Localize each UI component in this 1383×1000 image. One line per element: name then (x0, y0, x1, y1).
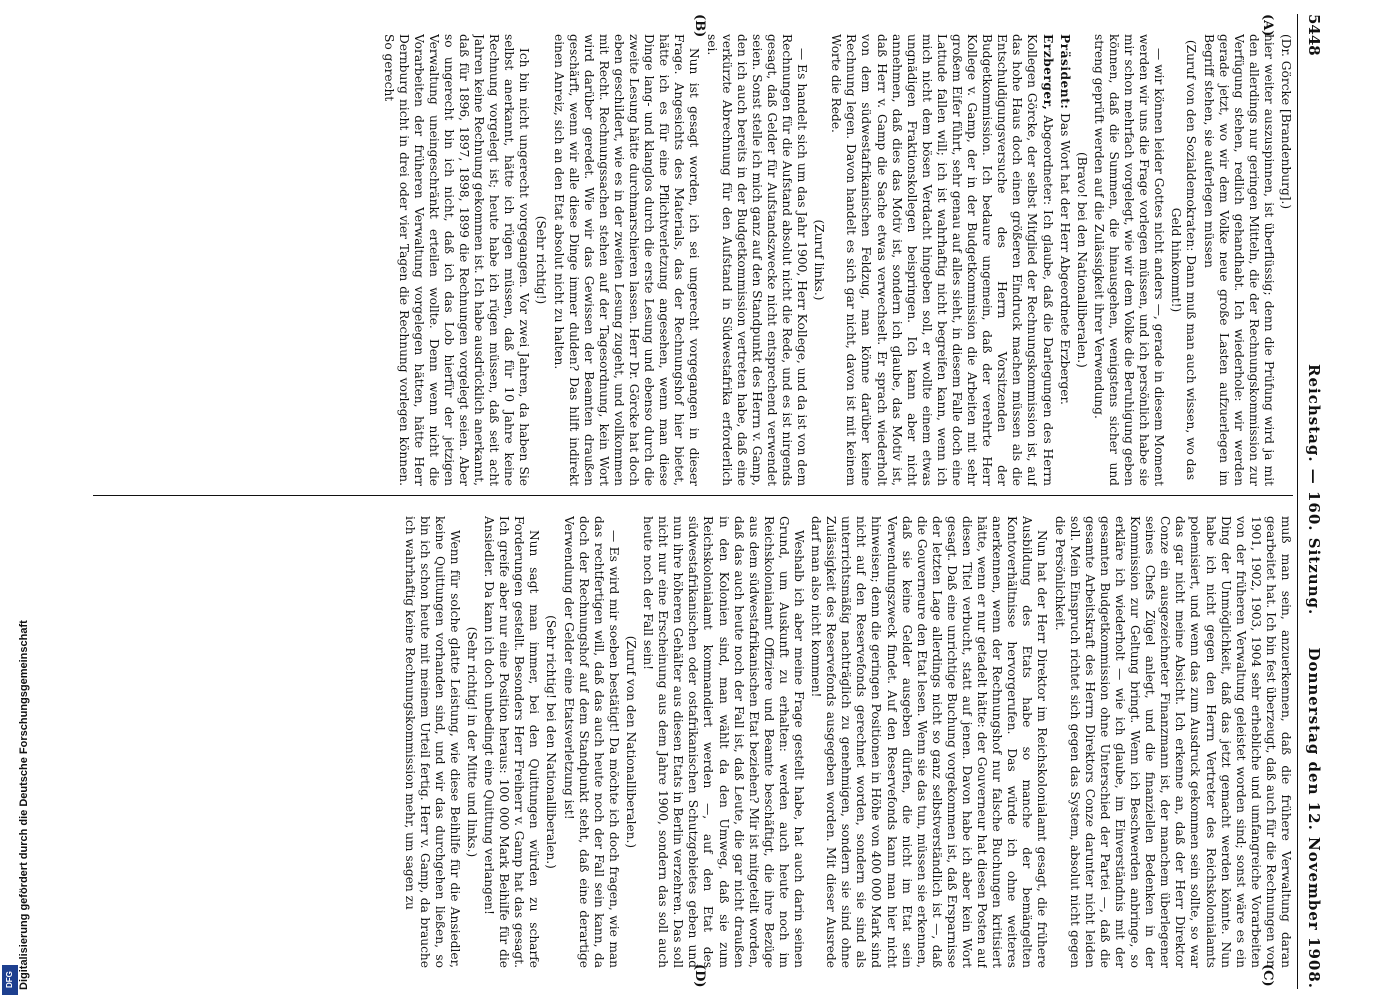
paragraph: Nun sagt man immer, bei den Quittungen würden zu scharfe Forderungen gestellt. Besonders Herr Freiherr v. Gamp hat das gesagt. Ich greife aber nur eine Position heraus: 100 000 Mark Beihilfe für die Ansiedler. Da kann ich doch unbedingt eine Quittung verlangen! (482, 516, 542, 968)
president-remark (1057, 34, 1072, 486)
left-column (93, 34, 1293, 486)
interjection: (Bravo! bei den Nationalliberalen.) (1074, 152, 1089, 368)
interjection: (Zuruf von den Nationalliberalen.) (623, 635, 638, 849)
column-rule (93, 495, 1293, 496)
session-title: Reichstag. — 160. Sitzung. (1305, 364, 1323, 616)
speaker-label: Präsident: (1057, 34, 1072, 110)
speaker-text: Das Wort hat der Herr Abgeordnete Erzberger. (1057, 113, 1072, 405)
paragraph: Nun ist gesagt worden, ich sei ungerecht vorgegangen in dieser Frage. Angesichts des Materials, das der Rechnungshof hier bietet, hätte ich es für eine Pflichtverletzung angesehen, wenn man diese Dinge lang- und klanglos durch die erste Lesung und ebenso durch die zweite Lesung hätte durchmarschieren lassen. Herr Dr. Görcke hat doch eben geschildert, wie es in der zweiten Lesung zugeht, und vollkommen mit Recht. Rechnungssachen stehen auf der Tagesordnung, kein Wort wird darüber geredet. Wie wir das Gewissen der Beamten draußen geschärft, wenn wir alle diese Dinge immer dulden? Das hilft indirekt einen Anreiz, sich an den Etat absolut nicht zu halten. (551, 34, 702, 486)
speaker-continuation: (Dr. Görcke [Brandenburg].) (1279, 34, 1293, 210)
funding-credit: Digitalisierung gefördert durch die Deutsche Forschungsgemeinschaft (18, 620, 30, 990)
dfg-logo: DFG (2, 965, 18, 995)
speech (828, 34, 1054, 486)
rotated-page (80, 14, 1325, 989)
margin-marker-c: (C) (1260, 964, 1275, 987)
right-column (93, 516, 1293, 968)
interjection: (Zuruf von den Sozialdemokraten: Dann muß man auch wissen, wo das Geld hinkommt!) (1169, 39, 1199, 481)
interjection: (Sehr richtig! in der Mitte und links.) (465, 626, 480, 858)
paragraph: — Es handelt sich um das Jahr 1900, Herr Kollege, und da ist von dem Rechnungen für die Aufstand absolut nicht die Rede, und es ist nirgends gesagt, daß Gelder für Aufstandszwecke nicht entsprechend verwendet seien. Sonst stelle ich mich ganz auf den Standpunkt des Herrn v. Gamp, den ich auch bereits in der Budgetkommission vertreten habe, daß eine verkürzte Abrechnung für den Aufstand in Südwestafrika erforderlich sei. (704, 34, 810, 486)
speaker-text: Abgeordneter: Ich glaube, daß die Darlegungen des Herrn Kollegen Görcke, der selbst Mitglied der Rechnungskommission ist, auf das hohe Haus doch einen größeren Eindruck machen müssen als die Entschuldigungsversuche des Herrn Vorsitzenden der Budgetkommission. Ich bedaure ungemein, daß der verehrte Herr Kollege v. Gamp, der in der Budgetkommission die Arbeiten mit sehr großem Eifer führt, sehr genau auf alles sieht, in diesem Falle doch eine Lattude fallen will; ich ist wahrhaftig nicht begreifen kann, wenn ich mich nicht dem bösen Verdacht hingeben soll, er wollte einem etwas ungnädigen Fraktionskollegen beispringen. Ich kann aber nicht annehmen, daß dies das Motiv ist, sondern ich glaube, das Motiv ist, daß Herr v. Gamp die Sache etwas verwechselt. Er sprach wiederholt von dem südwestafrikanischen Feldzug, man könne darüber keine Rechnung legen. Davon handelt es sich gar nicht, davon ist mit keinem Worte die Rede. (829, 34, 1055, 486)
paragraph: Weshalb ich aber meine Frage gestellt habe, hat auch darin seinen Grund, um Auskunft zu erhalten: werden auch heute noch im Reichskolonialamt Offiziere und Beamte beschäftigt, die ihre Bezüge aus dem südwestafrikanischen Etat beziehen? Mir ist mitgeteilt worden, daß das auch heute noch der Fall ist, daß Leute, die gar nicht draußen in den Kolonien sind, man wählt da den Umweg, daß sie zum Reichskolonialamt kommandiert werden —, auf den Etat des südwestafrikanischen oder ostafrikanischen Schutzgebietes geben und nun ihre höheren Gehälter aus diesen Etats in Berlin verzehren. Das soll nicht nur eine Erscheinung aus dem Jahre 1900, sondern das soll auch heute noch der Fall sein! (641, 516, 806, 968)
margin-marker-d: (D) (692, 964, 707, 988)
paragraph: — Es wird mir soeben bestätigt! Da möchte ich doch fragen, wie man das rechtfertigen will, daß das auch heute noch der Fall sein kann, da doch der Rechnungshof auf dem Standpunkt steht, daß eine derartige Verwendung der Gelder eine Etatsverletzung ist! (561, 516, 621, 968)
header-rule (1297, 14, 1298, 989)
margin-marker-a: (A) (1260, 14, 1275, 37)
paragraph: Ich bin nicht ungerecht vorgegangen. Vor zwei Jahren, da haben Sie selbst anerkannt, hätte ich rügen müssen, daß für 10 Jahre keine Rechnung vorgelegt ist; heute habe ich rügen müssen, daß seit acht Jahren keine Rechnung gekommen ist. Ich habe ausdrücklich anerkannt, daß für 1896, 1897, 1898, 1899 die Rechnungen vorgelegt seien. Aber so ungerecht bin ich nicht, daß ich das Lob hierfür der jetzigen Verwaltung uneingeschränkt erteilen wollte. Denn wenn nicht die Vorarbeiten der früheren Verwaltung vorgelegen hätten, hätte Herr Dernburg nicht in drei oder vier Tagen die Rechnung vorlegen können. So gerecht (381, 34, 532, 486)
margin-marker-b: (B) (692, 14, 707, 38)
paragraph: Wenn für solche glatte Leistung, wie diese Beihilfe für die Ansiedler, keine Quittungen vorhanden sind, und wir das durchgehen ließen, so bin ich schon heute mit meinem Urteil fertig. Herr v. Gamp, da brauche ich wahrhaftig keine Rechnungskommission mehr, um sagen zu (402, 516, 462, 968)
paragraph: muß man sein, anzuerkennen, daß die frühere Verwaltung daran gearbeitet hat. Ich bin fest überzeugt, daß auch für die Rechnungen von 1901, 1902, 1903, 1904 sehr erhebliche und umfangreiche Vorarbeiten von der früheren Verwaltung geleistet worden sind; sonst wäre es ein Ding der Unmöglichkeit, daß das jetzt gemacht werden könnte. Nun habe ich nicht gegen den Herrn Vertreter des Reichskolonialamts polemisiert, und wenn das zum Ausdruck gekommen sein sollte, so war das gar nicht meine Absicht. Ich erkenne an, daß der Herr Direktor Conze ein ausgezeichneter Finanzmann ist, der manchem überlegener seines Chefs Zügel anlegt, und die finanziellen Bedenken in der Kommission zur Geltung bringt. Wenn ich Beschwerden anbringe, so erkläre ich wiederholt — wie ich glaube, im Einverständnis mit der gesamten Budgetkommission ohne Unterschied der Partei —, daß die gesamte Arbeitskraft des Herrn Direktors Conze darunter nicht leiden soll. Mein Einspruch richtet sich gegen das System, absolut nicht gegen die Persönlichkeit. (1052, 516, 1293, 968)
page-number: 5448 (1305, 14, 1323, 56)
speaker-label: Erzberger, (1040, 34, 1055, 111)
paragraph: Nun hat der Herr Direktor im Reichskolonialamt gesagt, die frühere Ausbildung des Etats habe so manche der bemängelten Kontoverhältnisse hervorgerufen. Das würde ich ohne weiteres anerkennen, wenn der Rechnungshof nur falsche Buchungen kritisiert hätte, wenn er nur getadelt hätte: der Gouverneur hat diesen Posten auf diesen Titel verbucht, statt auf jenen. Davon habe ich aber kein Wort gesagt. Daß eine unrichtige Buchung vorgekommen ist, daß Ersparnisse der letzten Lage allerdings nicht so ganz selbstverständlich ist —, daß die Gouverneure den Etat lesen. Wenn sie das tun, müssen sie erkennen, daß sie keine Gelder ausgeben dürfen, die nicht im Etat sein Verwendungszweck findet. Auf den Reservefonds kann man hier nicht hinweisen; denn die geringen Positionen in Höhe von 400 000 Mark sind nicht auf den Reservefonds gerechnet worden, sondern sie sind als unterrichtsmäßig nachträglich zu genehmigen, sondern sie sind ohne Zulässigkeit des Reservefonds ausgegeben worden. Mit dieser Ausrede darf man also nicht kommen! (809, 516, 1050, 968)
paragraph: hier weiter auszuspinnen, ist überflüssig; denn die Prüfung wird ja mit den allerdings nur geringen Mitteln, die der Rechnungskommission zur Verfügung stehen, redlich gehandhabt. Ich wiederhole: wir werden gerade jetzt, wo wir dem Volke neue große Lasten aufzuerlegen im Begriff stehen, sie auferlegen müssen (1201, 34, 1276, 486)
session-date: Donnerstag den 12. November 1908. (1305, 647, 1323, 989)
paragraph: — wir können leider Gottes nicht anders —, gerade in diesem Moment werden wir uns die Frage vorlegen müssen, und ich persönlich habe sie mir schon mehrfach vorgelegt, wie wir dem Volke die Beruhigung geben können, daß die Summen, die hinausgehen, wenigstens sicher und streng geprüft werden auf die Zulässigkeit ihrer Verwendung. (1091, 34, 1167, 486)
page-header (1299, 14, 1325, 989)
interjection: (Zuruf links.) (812, 219, 827, 301)
digitization-footer (0, 0, 30, 1000)
interjection: (Sehr richtig! bei den Nationalliberalen.) (544, 615, 559, 869)
interjection: (Sehr richtig!) (534, 215, 549, 305)
